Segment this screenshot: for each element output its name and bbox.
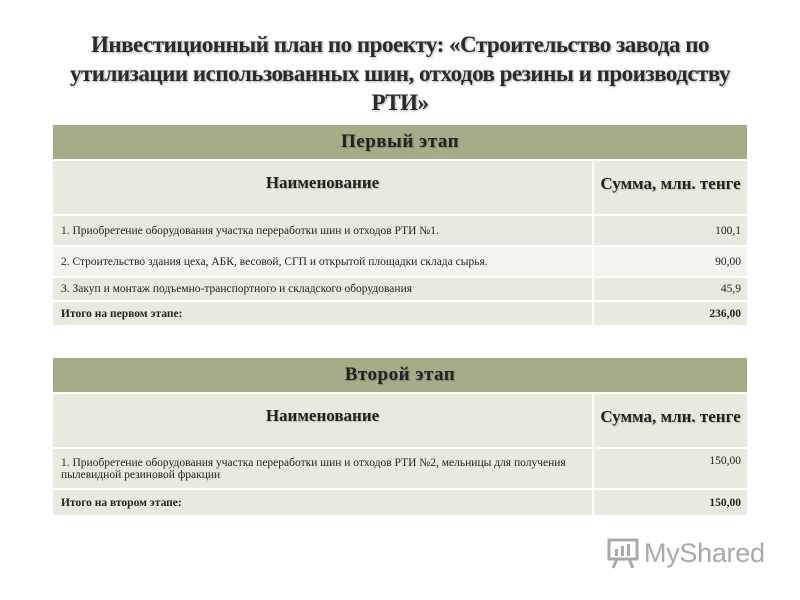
- stage2-heading: Второй этап: [53, 358, 747, 393]
- myshared-logo: [606, 536, 765, 570]
- table-row: [53, 246, 747, 277]
- total-sum: 150,00: [593, 489, 747, 515]
- row-name: 1. Приобретение оборудования участка переработки шин и отходов РТИ №1.: [53, 215, 593, 246]
- row-name: 1. Приобретение оборудования участка переработки шин и отходов РТИ №2, мельницы для получения пылевидной резиновой фракции: [53, 448, 593, 489]
- logo-text: MyShared: [644, 537, 765, 568]
- total-label: Итого на первом этапе:: [53, 301, 593, 325]
- row-name: 3. Закуп и монтаж подъемно-транспортного и складского оборудования: [53, 277, 593, 301]
- table-row: [53, 448, 747, 489]
- stage2-table: [53, 358, 747, 515]
- row-sum: 45,9: [593, 277, 747, 301]
- stage1-heading: Первый этап: [53, 125, 747, 160]
- table-row: [53, 277, 747, 301]
- total-row: [53, 301, 747, 325]
- total-label: Итого на втором этапе:: [53, 489, 593, 515]
- stage2-col-name-header: Наименование: [53, 393, 593, 448]
- page-title: Инвестиционный план по проекту: «Строительство завода по утилизации использованных шин, отходов резины и производству РТИ»: [69, 32, 731, 115]
- row-sum: 150,00: [593, 448, 747, 489]
- row-sum: 90,00: [593, 246, 747, 277]
- total-sum: 236,00: [593, 301, 747, 325]
- presentation-board-icon: [606, 536, 640, 570]
- row-sum: 100,1: [593, 215, 747, 246]
- total-row: [53, 489, 747, 515]
- row-name: 2. Строительство здания цеха, АБК, весовой, СГП и открытой площадки склада сырья.: [53, 246, 593, 277]
- table-row: [53, 215, 747, 246]
- stage2-col-sum-header: Сумма, млн. тенге: [593, 393, 747, 448]
- stage1-table: [53, 125, 747, 325]
- stage1-col-sum-header: Сумма, млн. тенге: [593, 160, 747, 215]
- stage1-col-name-header: Наименование: [53, 160, 593, 215]
